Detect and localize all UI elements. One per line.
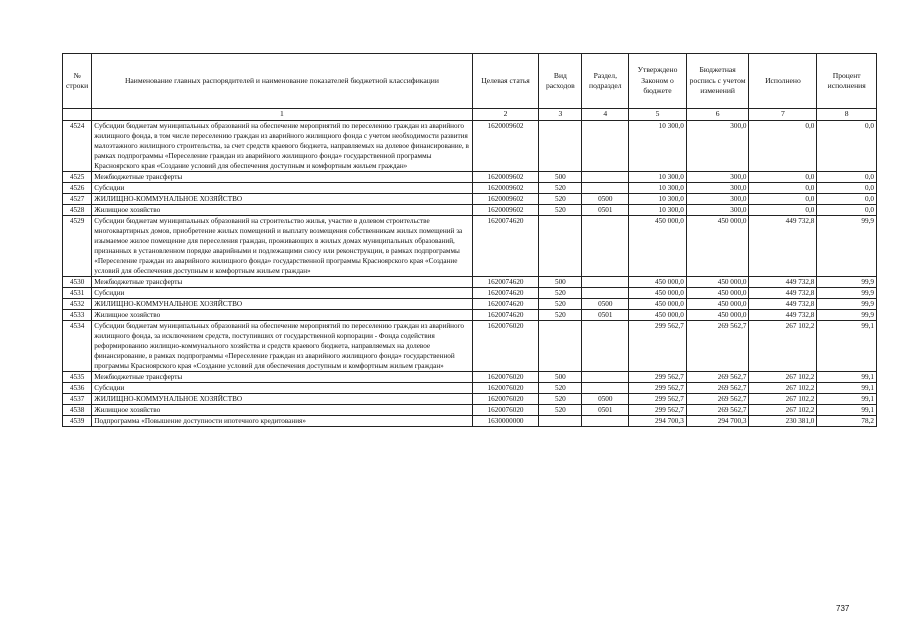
row-section (582, 320, 629, 371)
row-name: Межбюджетные трансферты (92, 276, 472, 287)
column-index: 1 (92, 109, 472, 121)
row-executed: 449 732,8 (749, 215, 817, 276)
table-row (63, 404, 877, 415)
row-target-article: 1620076020 (472, 382, 539, 393)
row-executed: 267 102,2 (749, 382, 817, 393)
row-budget-plan: 269 562,7 (686, 404, 749, 415)
row-approved: 299 562,7 (629, 371, 686, 382)
row-approved: 294 700,3 (629, 415, 686, 426)
row-budget-plan: 269 562,7 (686, 320, 749, 371)
row-approved: 10 300,0 (629, 182, 686, 193)
row-expense-type: 520 (539, 182, 582, 193)
table-row (63, 171, 877, 182)
table-row (63, 309, 877, 320)
row-budget-plan: 294 700,3 (686, 415, 749, 426)
column-index-row (63, 109, 877, 121)
row-executed: 0,0 (749, 204, 817, 215)
row-number: 4528 (63, 204, 92, 215)
column-index: 2 (472, 109, 539, 121)
table-row (63, 393, 877, 404)
row-number: 4531 (63, 287, 92, 298)
table-row (63, 298, 877, 309)
row-target-article: 1620074620 (472, 309, 539, 320)
row-expense-type: 520 (539, 309, 582, 320)
row-number: 4533 (63, 309, 92, 320)
row-expense-type (539, 215, 582, 276)
row-approved: 450 000,0 (629, 276, 686, 287)
header-target-article: Целевая статья (472, 54, 539, 109)
row-name: Межбюджетные трансферты (92, 171, 472, 182)
row-executed: 267 102,2 (749, 404, 817, 415)
row-number: 4538 (63, 404, 92, 415)
row-number: 4530 (63, 276, 92, 287)
row-name: ЖИЛИЩНО-КОММУНАЛЬНОЕ ХОЗЯЙСТВО (92, 193, 472, 204)
row-budget-plan: 450 000,0 (686, 276, 749, 287)
row-executed: 267 102,2 (749, 371, 817, 382)
row-expense-type (539, 415, 582, 426)
table-row (63, 371, 877, 382)
row-budget-plan: 269 562,7 (686, 382, 749, 393)
column-index-empty (63, 109, 92, 121)
row-approved: 10 300,0 (629, 193, 686, 204)
row-percent: 99,9 (817, 309, 877, 320)
header-name: Наименование главных распорядителей и наименование показателей бюджетной классификации (92, 54, 472, 109)
row-expense-type: 520 (539, 298, 582, 309)
row-budget-plan: 269 562,7 (686, 393, 749, 404)
row-number: 4525 (63, 171, 92, 182)
row-number: 4529 (63, 215, 92, 276)
row-executed: 0,0 (749, 193, 817, 204)
row-approved: 299 562,7 (629, 393, 686, 404)
row-budget-plan: 300,0 (686, 193, 749, 204)
row-percent: 99,9 (817, 276, 877, 287)
budget-table (62, 53, 877, 427)
table-row (63, 182, 877, 193)
row-budget-plan: 269 562,7 (686, 371, 749, 382)
row-percent: 99,1 (817, 393, 877, 404)
row-percent: 0,0 (817, 193, 877, 204)
row-percent: 0,0 (817, 171, 877, 182)
row-target-article: 1620076020 (472, 393, 539, 404)
row-name: Субсидии (92, 287, 472, 298)
row-name: ЖИЛИЩНО-КОММУНАЛЬНОЕ ХОЗЯЙСТВО (92, 298, 472, 309)
row-target-article: 1620009602 (472, 171, 539, 182)
page-number: 737 (836, 604, 850, 613)
row-number: 4535 (63, 371, 92, 382)
row-budget-plan: 450 000,0 (686, 298, 749, 309)
row-executed: 0,0 (749, 171, 817, 182)
row-approved: 450 000,0 (629, 309, 686, 320)
row-section (582, 371, 629, 382)
table-header-row (63, 54, 877, 109)
column-index: 5 (629, 109, 686, 121)
row-approved: 450 000,0 (629, 298, 686, 309)
row-number: 4527 (63, 193, 92, 204)
row-executed: 449 732,8 (749, 298, 817, 309)
row-expense-type: 500 (539, 371, 582, 382)
row-section: 0501 (582, 204, 629, 215)
row-name: Субсидии бюджетам муниципальных образований на обеспечение мероприятий по переселению граждан из аварийного жилищного фонда, за исключением средств, поступивших от государственной корпорации - Фонда содействия реформированию жилищно-коммунального хозяйства и средств краевого бюджета, направляемых на долевое финансирование, в рамках подпрограммы «Переселение граждан из аварийного жилищного фонда» государственной программы Красноярского края «Создание условий для обеспечения доступным и комфортным жильем граждан» (92, 320, 472, 371)
row-section: 0500 (582, 298, 629, 309)
row-section (582, 276, 629, 287)
row-executed: 0,0 (749, 182, 817, 193)
table-row (63, 276, 877, 287)
column-index: 6 (686, 109, 749, 121)
row-percent: 99,9 (817, 287, 877, 298)
table-row (63, 287, 877, 298)
row-executed: 449 732,8 (749, 276, 817, 287)
row-target-article: 1620009602 (472, 204, 539, 215)
row-name: Субсидии бюджетам муниципальных образований на строительство жилья, участие в долевом строительстве многоквартирных домов, приобретение жилых помещений и выплату возмещения собственникам жилых помещений за изымаемое жилое помещение для переселения граждан, проживающих в жилых домах муниципальных образований, признанных в установленном порядке аварийными и подлежащими сносу или реконструкции, в рамках подпрограммы «Переселение граждан из аварийного жилищного фонда» государственной программы Красноярского края «Создание условий для обеспечения доступным и комфортным жильем граждан» (92, 215, 472, 276)
row-section (582, 287, 629, 298)
row-target-article: 1620076020 (472, 404, 539, 415)
row-budget-plan: 300,0 (686, 120, 749, 171)
row-approved: 450 000,0 (629, 215, 686, 276)
row-executed: 449 732,8 (749, 309, 817, 320)
row-approved: 299 562,7 (629, 382, 686, 393)
column-index: 4 (582, 109, 629, 121)
row-number: 4534 (63, 320, 92, 371)
row-expense-type: 520 (539, 204, 582, 215)
row-target-article: 1620009602 (472, 193, 539, 204)
row-section (582, 182, 629, 193)
row-section (582, 215, 629, 276)
row-expense-type: 520 (539, 382, 582, 393)
row-percent: 99,1 (817, 382, 877, 393)
row-section (582, 171, 629, 182)
row-name: ЖИЛИЩНО-КОММУНАЛЬНОЕ ХОЗЯЙСТВО (92, 393, 472, 404)
row-expense-type: 520 (539, 287, 582, 298)
row-expense-type: 520 (539, 404, 582, 415)
row-budget-plan: 450 000,0 (686, 287, 749, 298)
row-percent: 0,0 (817, 120, 877, 171)
row-number: 4537 (63, 393, 92, 404)
row-budget-plan: 300,0 (686, 171, 749, 182)
row-target-article: 1630000000 (472, 415, 539, 426)
row-executed: 0,0 (749, 120, 817, 171)
row-budget-plan: 300,0 (686, 204, 749, 215)
header-percent: Процент исполнения (817, 54, 877, 109)
row-percent: 0,0 (817, 204, 877, 215)
row-number: 4536 (63, 382, 92, 393)
row-number: 4532 (63, 298, 92, 309)
row-section: 0500 (582, 393, 629, 404)
row-budget-plan: 300,0 (686, 182, 749, 193)
column-index: 3 (539, 109, 582, 121)
row-target-article: 1620074620 (472, 287, 539, 298)
row-number: 4524 (63, 120, 92, 171)
row-percent: 0,0 (817, 182, 877, 193)
row-approved: 450 000,0 (629, 287, 686, 298)
row-target-article: 1620074620 (472, 215, 539, 276)
row-target-article: 1620076020 (472, 371, 539, 382)
row-section: 0501 (582, 404, 629, 415)
row-expense-type (539, 320, 582, 371)
column-index: 8 (817, 109, 877, 121)
row-budget-plan: 450 000,0 (686, 215, 749, 276)
row-percent: 99,1 (817, 404, 877, 415)
row-name: Подпрограмма «Повышение доступности ипотечного кредитования» (92, 415, 472, 426)
row-approved: 10 300,0 (629, 171, 686, 182)
row-name: Межбюджетные трансферты (92, 371, 472, 382)
row-name: Субсидии бюджетам муниципальных образований на обеспечение мероприятий по переселению граждан из аварийного жилищного фонда, в том числе переселению граждан из аварийного жилищного фонда с учетом необходимости развития малоэтажного жилищного строительства, за счет средств краевого бюджета, направляемых на долевое финансирование, в рамках подпрограммы «Переселение граждан из аварийного жилищного фонда» государственной программы Красноярского края «Создание условий для обеспечения доступным и комфортным жильем граждан» (92, 120, 472, 171)
table-row (63, 382, 877, 393)
row-executed: 449 732,8 (749, 287, 817, 298)
header-expense-type: Вид расходов (539, 54, 582, 109)
row-section (582, 415, 629, 426)
row-percent: 99,9 (817, 215, 877, 276)
row-name: Субсидии (92, 382, 472, 393)
header-approved: Утверждено Законом о бюджете (629, 54, 686, 109)
row-name: Жилищное хозяйство (92, 404, 472, 415)
row-budget-plan: 450 000,0 (686, 309, 749, 320)
table-row (63, 204, 877, 215)
column-index: 7 (749, 109, 817, 121)
row-expense-type: 520 (539, 193, 582, 204)
row-target-article: 1620076020 (472, 320, 539, 371)
row-approved: 10 300,0 (629, 204, 686, 215)
row-name: Субсидии (92, 182, 472, 193)
row-executed: 267 102,2 (749, 320, 817, 371)
row-executed: 267 102,2 (749, 393, 817, 404)
row-expense-type: 500 (539, 276, 582, 287)
row-section: 0501 (582, 309, 629, 320)
row-section: 0500 (582, 193, 629, 204)
table-row (63, 320, 877, 371)
row-target-article: 1620074620 (472, 298, 539, 309)
row-name: Жилищное хозяйство (92, 204, 472, 215)
row-approved: 299 562,7 (629, 320, 686, 371)
row-target-article: 1620009602 (472, 182, 539, 193)
header-row-number: № строки (63, 54, 92, 109)
row-percent: 99,1 (817, 320, 877, 371)
row-approved: 10 300,0 (629, 120, 686, 171)
table-row (63, 193, 877, 204)
row-expense-type: 520 (539, 393, 582, 404)
row-expense-type (539, 120, 582, 171)
table-row (63, 415, 877, 426)
row-percent: 99,9 (817, 298, 877, 309)
row-section (582, 120, 629, 171)
table-row (63, 120, 877, 171)
row-target-article: 1620074620 (472, 276, 539, 287)
table-row (63, 215, 877, 276)
row-expense-type: 500 (539, 171, 582, 182)
row-percent: 78,2 (817, 415, 877, 426)
row-target-article: 1620009602 (472, 120, 539, 171)
row-section (582, 382, 629, 393)
header-executed: Исполнено (749, 54, 817, 109)
row-percent: 99,1 (817, 371, 877, 382)
header-section: Раздел, подраздел (582, 54, 629, 109)
row-number: 4526 (63, 182, 92, 193)
row-name: Жилищное хозяйство (92, 309, 472, 320)
header-budget-plan: Бюджетная роспись с учетом изменений (686, 54, 749, 109)
row-number: 4539 (63, 415, 92, 426)
row-executed: 230 381,0 (749, 415, 817, 426)
row-approved: 299 562,7 (629, 404, 686, 415)
